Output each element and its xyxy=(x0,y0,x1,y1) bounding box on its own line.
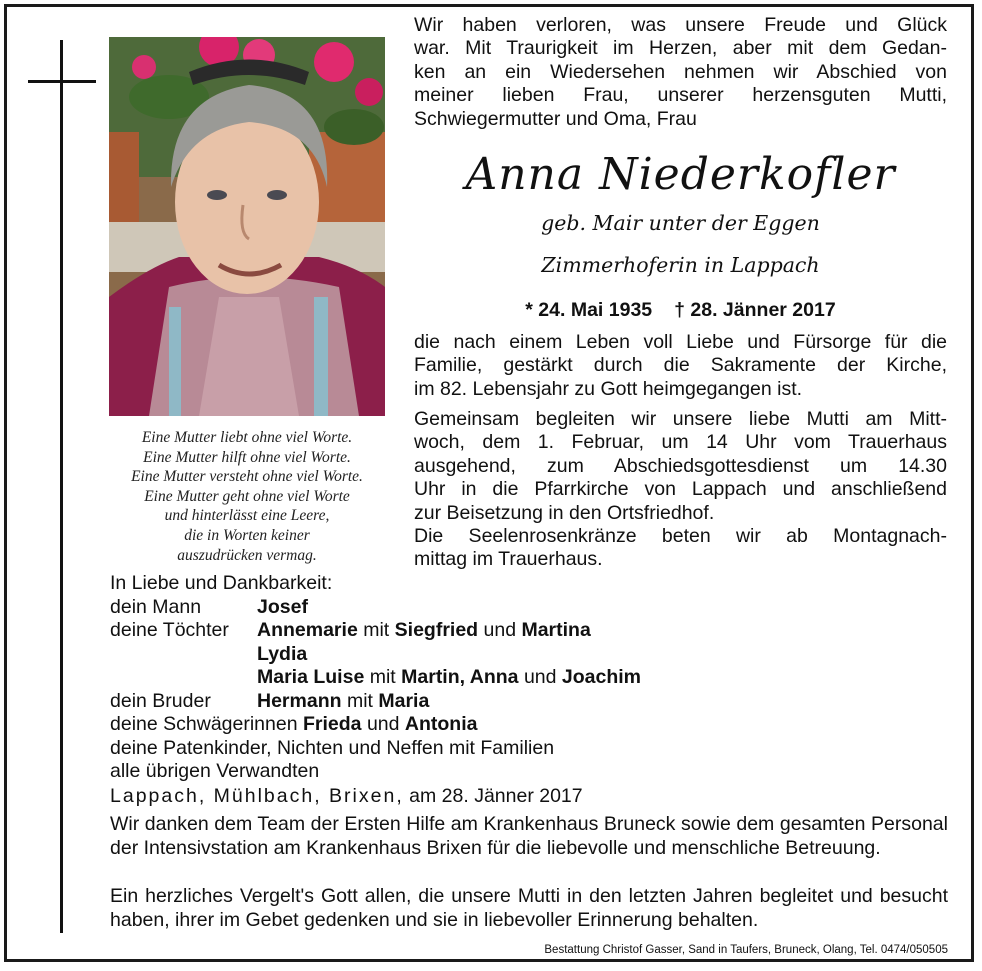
intro-line: war. Mit Traurigkeit im Herzen, aber mit dem Gedan- xyxy=(414,37,947,60)
cross-icon-vertical xyxy=(60,40,63,933)
maiden-name: geb. Mair unter der Eggen xyxy=(541,211,820,235)
thanks-text: Wir danken dem Team der Ersten Hilfe am Krankenhaus Bruneck sowie dem gesamten Personal der Intensivstation am Krankenhaus Brixen für die liebevolle und menschliche Betreuung. xyxy=(110,813,948,859)
funeral-line: ausgehend, zum Abschiedsgottesdienst um 14.30 xyxy=(414,454,947,477)
mourner-daughter-1: deine Töchter Annemarie mit Siegfried und Martina xyxy=(110,619,591,641)
undertaker-info: Bestattung Christof Gasser, Sand in Taufers, Bruneck, Olang, Tel. 0474/050505 xyxy=(544,944,948,956)
gratitude-text: Ein herzliches Vergelt's Gott allen, die unsere Mutti in den letzten Jahren begleitet und besucht haben, ihrer im Gebet gedenken und sie in liebevoller Erinnerung behalten. xyxy=(110,885,948,931)
mourner-daughter-3: Maria Luise mit Martin, Anna und Joachim xyxy=(257,666,642,688)
funeral-line: Uhr in die Pfarrkirche von Lappach und anschließend xyxy=(414,478,947,501)
mother-quote xyxy=(100,428,394,565)
rosary-text xyxy=(414,525,947,572)
quote-line: und hinterlässt eine Leere, xyxy=(164,507,330,525)
quote-line: Eine Mutter liebt ohne viel Worte. xyxy=(141,429,353,446)
intro-text xyxy=(414,14,947,131)
intro-line: Wir haben verloren, was unsere Freude und Glück xyxy=(414,14,947,36)
portrait-photo xyxy=(109,37,385,416)
mourner-sisters-in-law: deine Schwägerinnen Frieda und Antonia xyxy=(110,713,478,735)
mourner-daughter-2: Lydia xyxy=(257,642,308,665)
quote-line: Eine Mutter geht ohne viel Worte xyxy=(144,487,350,505)
mourner-brother: dein Bruder Hermann mit Maria xyxy=(110,689,430,712)
life-line: Familie, gestärkt durch die Sakramente der Kirche, xyxy=(414,354,947,377)
life-text xyxy=(414,331,947,401)
mourners-list xyxy=(110,572,910,784)
quote-line: Eine Mutter hilft ohne viel Worte. xyxy=(143,448,351,466)
place-names: Lappach, Mühlbach, Brixen, xyxy=(110,785,404,807)
intro-line: meiner lieben Frau, unserer herzensguten Mutti, xyxy=(414,84,947,107)
mourner-godchildren: deine Patenkinder, Nichten und Neffen mit Familien xyxy=(110,736,555,759)
life-line: im 82. Lebensjahr zu Gott heimgegangen ist. xyxy=(414,377,803,400)
funeral-line: woch, dem 1. Februar, um 14 Uhr vom Trauerhaus xyxy=(414,431,947,454)
cross-icon-horizontal xyxy=(28,80,96,83)
funeral-line: Gemeinsam begleiten wir unsere liebe Mutti am Mitt- xyxy=(414,408,947,430)
deceased-name: Anna Niederkofler xyxy=(465,149,896,200)
rosary-line: Die Seelenrosenkränze beten wir ab Montagnach- xyxy=(414,525,947,547)
mourners-heading: In Liebe und Dankbarkeit: xyxy=(110,572,333,594)
intro-line: Schwiegermutter und Oma, Frau xyxy=(414,107,697,130)
quote-line: auszudrücken vermag. xyxy=(177,546,317,564)
life-dates xyxy=(414,297,947,323)
mourner-relatives: alle übrigen Verwandten xyxy=(110,760,320,782)
intro-line: ken an ein Wiedersehen nehmen wir Abschied von xyxy=(414,60,947,83)
funeral-line: zur Beisetzung in den Ortsfriedhof. xyxy=(414,501,715,524)
farm-name: Zimmerhoferin in Lappach xyxy=(541,253,820,277)
quote-line: Eine Mutter versteht ohne viel Worte. xyxy=(131,468,363,486)
mourner-husband: dein Mann Josef xyxy=(110,595,308,618)
funeral-text xyxy=(414,408,947,525)
life-line: die nach einem Leben voll Liebe und Fürsorge für die xyxy=(414,331,947,353)
notice-date: am 28. Jänner 2017 xyxy=(409,785,583,807)
death-date: † 28. Jänner 2017 xyxy=(674,299,836,321)
place-date xyxy=(110,784,583,808)
birth-date: * 24. Mai 1935 xyxy=(525,299,653,321)
rosary-line: mittag im Trauerhaus. xyxy=(414,548,603,571)
quote-line: die in Worten keiner xyxy=(184,526,310,544)
